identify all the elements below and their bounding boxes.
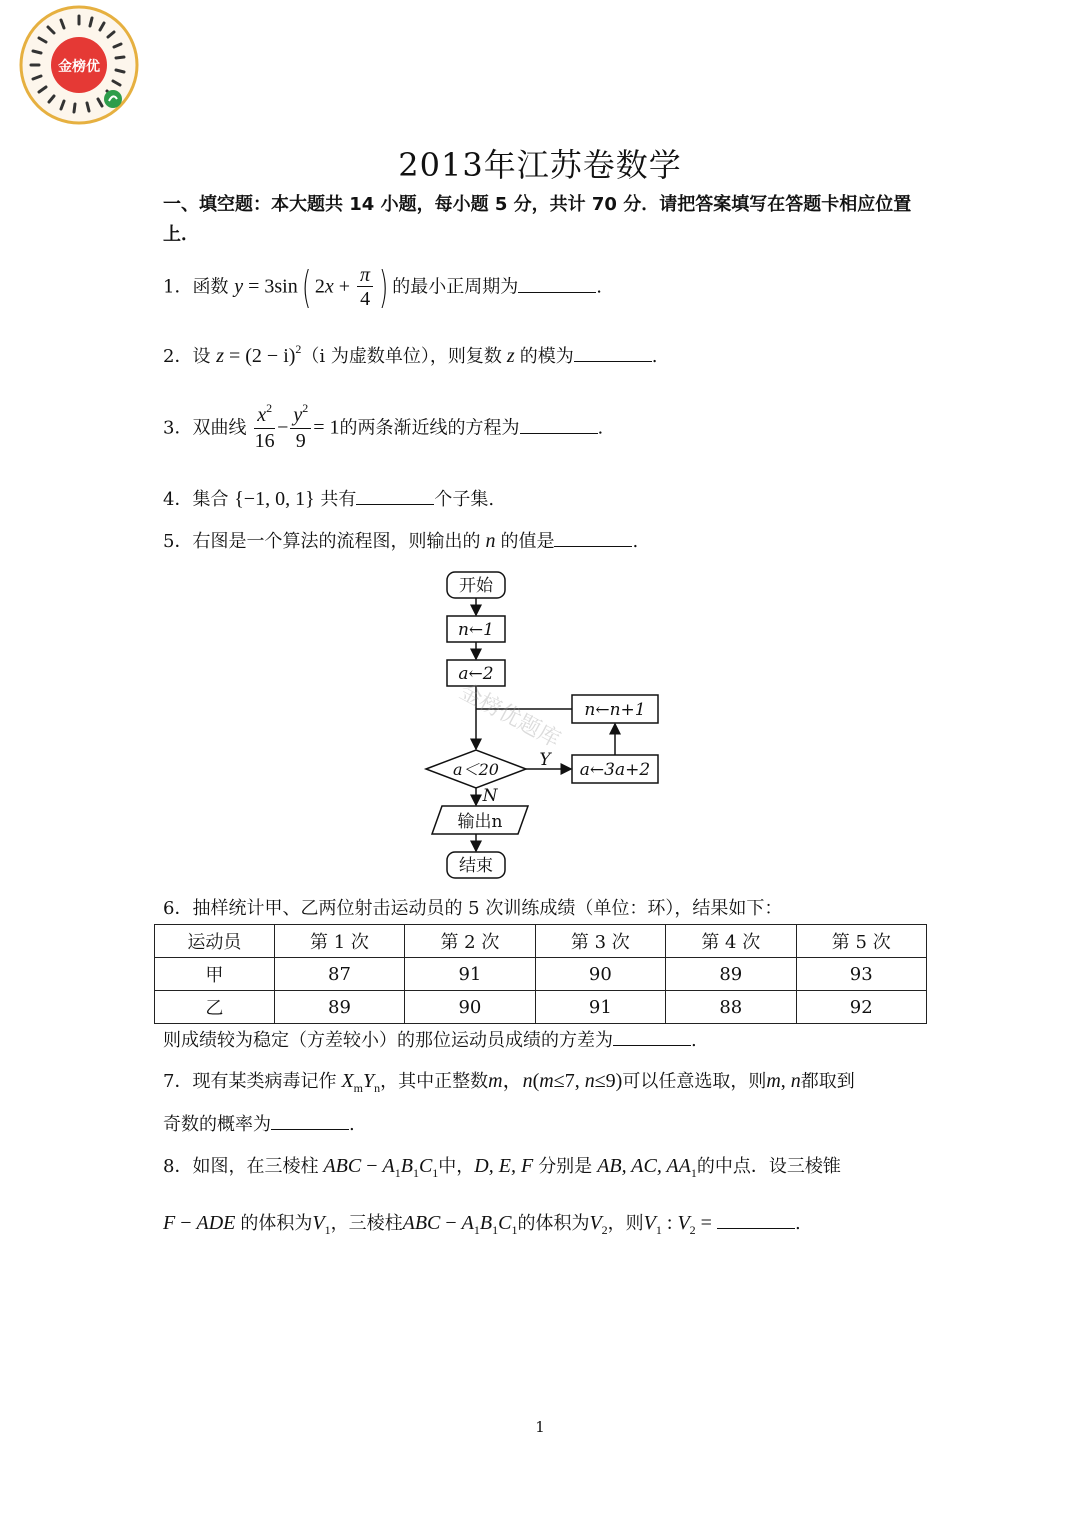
- page-number: 1: [535, 1418, 545, 1436]
- table-row: [155, 991, 927, 1024]
- table-header: 第 4 次: [666, 925, 796, 958]
- flow-no-label: N: [482, 786, 498, 806]
- table-cell: 93: [796, 958, 927, 991]
- flow-a-init-label: a←2: [458, 664, 494, 684]
- flow-output-label: 输出n: [457, 812, 503, 832]
- score-table: [154, 924, 927, 1024]
- flow-n-inc-label: n←n+1: [584, 700, 646, 720]
- flow-end-label: 结束: [459, 856, 493, 876]
- flow-condition-label: a＜20: [453, 760, 499, 779]
- table-cell: 甲: [155, 958, 275, 991]
- table-cell: 乙: [155, 991, 275, 1024]
- question-1: 1．函数 y = 3sin( 2x + $\frac{\pi}{4}$ ) 的最小正周期为 .: [163, 261, 602, 313]
- question-8-line-2: F − ADE 的体积为$V_1$，三棱柱ABC − $A_1B_1C_1$的体积为$V_2$，则$V_1$ : $V_2$ = .: [163, 1212, 801, 1237]
- page-title: 2013年江苏卷数学: [398, 146, 682, 184]
- flow-a-update-label: a←3a+2: [579, 760, 651, 780]
- flow-yes-label: Y: [539, 750, 551, 770]
- flow-start-label: 开始: [459, 576, 493, 596]
- answer-blank: [554, 528, 632, 547]
- table-cell: 91: [535, 991, 665, 1024]
- answer-blank: [356, 486, 434, 505]
- answer-blank: [613, 1027, 691, 1046]
- table-cell: 88: [666, 991, 796, 1024]
- table-cell: 89: [666, 958, 796, 991]
- question-3: 3．双曲线 $\frac{x^2}{16}$ − $\frac{y^2}{9}$ = 1的两条渐近线的方程为 .: [163, 401, 604, 452]
- question-6-followup: 则成绩较为稳定（方差较小）的那位运动员成绩的方差为 .: [163, 1027, 697, 1054]
- question-7-line-2: 奇数的概率为 .: [163, 1111, 355, 1138]
- watermark: 金榜优题库: [455, 679, 565, 753]
- table-header-row: [155, 925, 927, 958]
- question-2: 2．设 $z = (2 - i)^2(i$ 为虚数单位），则复数 z 的模为 .: [163, 342, 658, 367]
- flow-n-init-label: n←1: [457, 620, 495, 640]
- question-6: 6．抽样统计甲、乙两位射击运动员的 5 次训练成绩（单位：环），结果如下：: [163, 898, 783, 919]
- table-header: 第 1 次: [274, 925, 404, 958]
- table-row: [155, 958, 927, 991]
- table-header: 第 5 次: [796, 925, 927, 958]
- table-cell: 87: [274, 958, 404, 991]
- answer-blank: [717, 1210, 795, 1229]
- question-5: 5．右图是一个算法的流程图，则输出的 n 的值是 .: [163, 530, 639, 552]
- question-4: 4．集合 {−1, 0, 1} 共有 个子集.: [163, 488, 495, 510]
- section-heading: 一、填空题：本大题共 14 小题，每小题 5 分，共计 70 分．请把答案填写在答题卡相应位置上．: [163, 194, 912, 245]
- question-8-line-1: 8．如图，在三棱柱 ABC − $A_1B_1C_1$中，D, E, F 分别是 AB, AC, $AA_1$的中点．设三棱锥: [163, 1155, 841, 1180]
- logo-text: 金榜优: [58, 59, 100, 75]
- answer-blank: [518, 274, 596, 293]
- answer-blank: [574, 343, 652, 362]
- logo: [16, 2, 142, 128]
- table-cell: 92: [796, 991, 927, 1024]
- flowchart: [400, 566, 680, 886]
- table-cell: 91: [405, 958, 535, 991]
- question-7-line-1: 7．现有某类病毒记作 $X_mY_n$，其中正整数m，n(m≤7, n≤9)可以任意选取，则m, n都取到: [163, 1070, 855, 1095]
- table-cell: 89: [274, 991, 404, 1024]
- answer-blank: [271, 1111, 349, 1130]
- table-header: 运动员: [155, 925, 275, 958]
- table-cell: 90: [535, 958, 665, 991]
- table-header: 第 2 次: [405, 925, 535, 958]
- table-cell: 90: [405, 991, 535, 1024]
- answer-blank: [520, 415, 598, 434]
- table-header: 第 3 次: [535, 925, 665, 958]
